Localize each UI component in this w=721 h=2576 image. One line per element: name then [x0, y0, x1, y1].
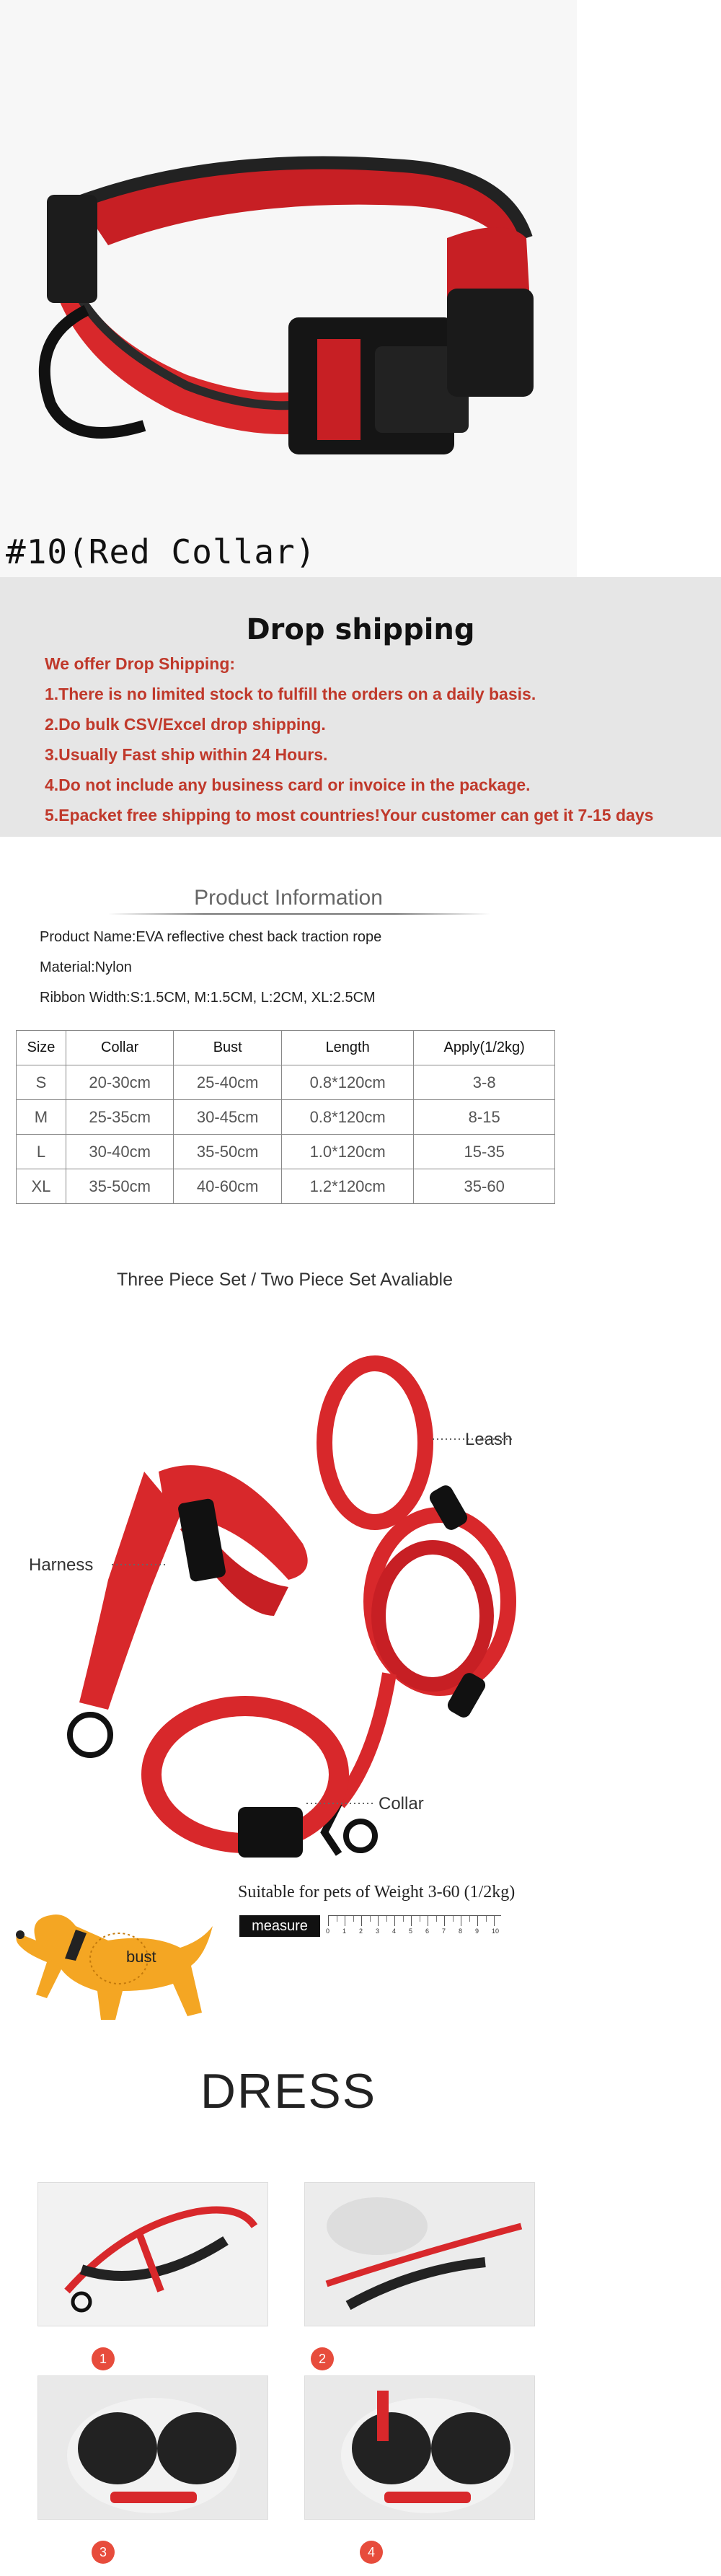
header-size: Size	[17, 1031, 66, 1065]
ruler-number: 3	[376, 1927, 380, 1935]
dress-step-2-photo	[304, 2182, 535, 2326]
step-number-1: 1	[92, 2347, 115, 2370]
step-number-3: 3	[92, 2541, 115, 2564]
table-cell: 25-40cm	[174, 1065, 282, 1100]
ruler-tick	[328, 1916, 329, 1926]
table-cell: 40-60cm	[174, 1169, 282, 1204]
set-title: Three Piece Set / Two Piece Set Avaliable	[116, 1270, 453, 1290]
material: Material:Nylon	[40, 959, 132, 975]
ruler-half-tick	[403, 1916, 404, 1922]
table-cell: 1.0*120cm	[281, 1135, 413, 1169]
ruler-half-tick	[453, 1916, 454, 1922]
ruler-tick	[361, 1916, 362, 1926]
table-row	[17, 1169, 555, 1204]
ruler-number: 1	[342, 1927, 347, 1935]
table-cell: 20-30cm	[66, 1065, 174, 1100]
ruler-number: 8	[459, 1927, 463, 1935]
ruler-half-tick	[469, 1916, 470, 1922]
header-bust: Bust	[174, 1031, 282, 1065]
product-information-section	[0, 837, 577, 1241]
table-cell: 0.8*120cm	[281, 1065, 413, 1100]
table-cell: 25-35cm	[66, 1100, 174, 1135]
dress-step-4-photo	[304, 2375, 535, 2520]
collar-caption: #10(Red Collar)	[6, 532, 317, 571]
drop-line-3: 3.Usually Fast ship within 24 Hours.	[45, 745, 328, 764]
header-apply: Apply(1/2kg)	[414, 1031, 555, 1065]
table-cell: 35-60	[414, 1169, 555, 1204]
suitable-weight-text: Suitable for pets of Weight 3-60 (1/2kg)	[238, 1883, 516, 1902]
ruler-number: 9	[475, 1927, 479, 1935]
product-name: Product Name:EVA reflective chest back traction rope	[40, 929, 382, 945]
table-row	[17, 1100, 555, 1135]
table-cell: 30-45cm	[174, 1100, 282, 1135]
ruler-half-tick	[370, 1916, 371, 1922]
harness-flat-illustration	[38, 2183, 267, 2326]
header-collar: Collar	[66, 1031, 174, 1065]
table-cell: M	[17, 1100, 66, 1135]
table-cell: L	[17, 1135, 66, 1169]
red-collar-illustration	[0, 0, 577, 577]
drop-shipping-banner	[0, 577, 721, 837]
table-cell: 15-35	[414, 1135, 555, 1169]
table-cell: 3-8	[414, 1065, 555, 1100]
ruler-number: 4	[392, 1927, 397, 1935]
ruler-tick	[394, 1916, 395, 1926]
dress-section	[0, 2041, 577, 2576]
ruler-tick	[494, 1916, 495, 1926]
ruler-number: 0	[326, 1927, 330, 1935]
collar-product-image	[0, 0, 577, 577]
table-cell: 30-40cm	[66, 1135, 174, 1169]
ruler-half-tick	[353, 1916, 354, 1922]
ruler-half-tick	[486, 1916, 487, 1922]
table-row	[17, 1135, 555, 1169]
dog-harness-step-illustration	[38, 2376, 267, 2519]
header-length: Length	[281, 1031, 413, 1065]
table-cell: 0.8*120cm	[281, 1100, 413, 1135]
ruler-tick	[378, 1916, 379, 1926]
ruler-half-tick	[436, 1916, 437, 1922]
harness-label: Harness	[29, 1555, 94, 1575]
drop-line-1: 1.There is no limited stock to fulfill the orders on a daily basis.	[45, 685, 536, 703]
table-cell: 1.2*120cm	[281, 1169, 413, 1204]
table-cell: 35-50cm	[174, 1135, 282, 1169]
table-row	[17, 1065, 555, 1100]
product-information-title: Product Information	[194, 886, 383, 910]
ruler-number: 2	[359, 1927, 363, 1935]
collar-label: Collar	[379, 1794, 424, 1814]
step-number-4: 4	[360, 2541, 383, 2564]
title-divider	[108, 913, 490, 915]
dress-step-3-photo	[37, 2375, 268, 2520]
size-table	[16, 1030, 555, 1204]
table-cell: 8-15	[414, 1100, 555, 1135]
drop-line-intro: We offer Drop Shipping:	[45, 654, 236, 673]
drop-shipping-title: Drop shipping	[246, 613, 475, 646]
table-cell: XL	[17, 1169, 66, 1204]
measure-tag: measure	[239, 1915, 320, 1937]
harness-on-dog-illustration	[305, 2183, 534, 2326]
step-number-2: 2	[311, 2347, 334, 2370]
drop-line-4: 4.Do not include any business card or invoice in the package.	[45, 775, 531, 794]
dog-icon	[7, 1890, 216, 2027]
table-cell: S	[17, 1065, 66, 1100]
ruler-number: 10	[492, 1927, 500, 1935]
ruler-tick	[444, 1916, 445, 1926]
ruler-number: 6	[425, 1927, 430, 1935]
ruler-tick	[411, 1916, 412, 1926]
dog-harness-final-illustration	[305, 2376, 534, 2519]
ribbon-width: Ribbon Width:S:1.5CM, M:1.5CM, L:2CM, XL:2.5CM	[40, 990, 376, 1006]
ruler	[328, 1915, 501, 1939]
drop-line-2: 2.Do bulk CSV/Excel drop shipping.	[45, 715, 326, 734]
table-header-row	[17, 1031, 555, 1065]
dress-title: DRESS	[200, 2064, 377, 2119]
three-piece-set-section	[0, 1241, 570, 2041]
drop-line-5: 5.Epacket free shipping to most countries!Your customer can get it 7-15 days	[45, 806, 654, 825]
ruler-number: 5	[409, 1927, 413, 1935]
leash-label: Leash	[465, 1430, 513, 1449]
bust-label: bust	[126, 1948, 156, 1966]
ruler-tick	[477, 1916, 478, 1926]
ruler-half-tick	[386, 1916, 387, 1922]
table-cell: 35-50cm	[66, 1169, 174, 1204]
dress-step-1-photo	[37, 2182, 268, 2326]
ruler-number: 7	[442, 1927, 446, 1935]
